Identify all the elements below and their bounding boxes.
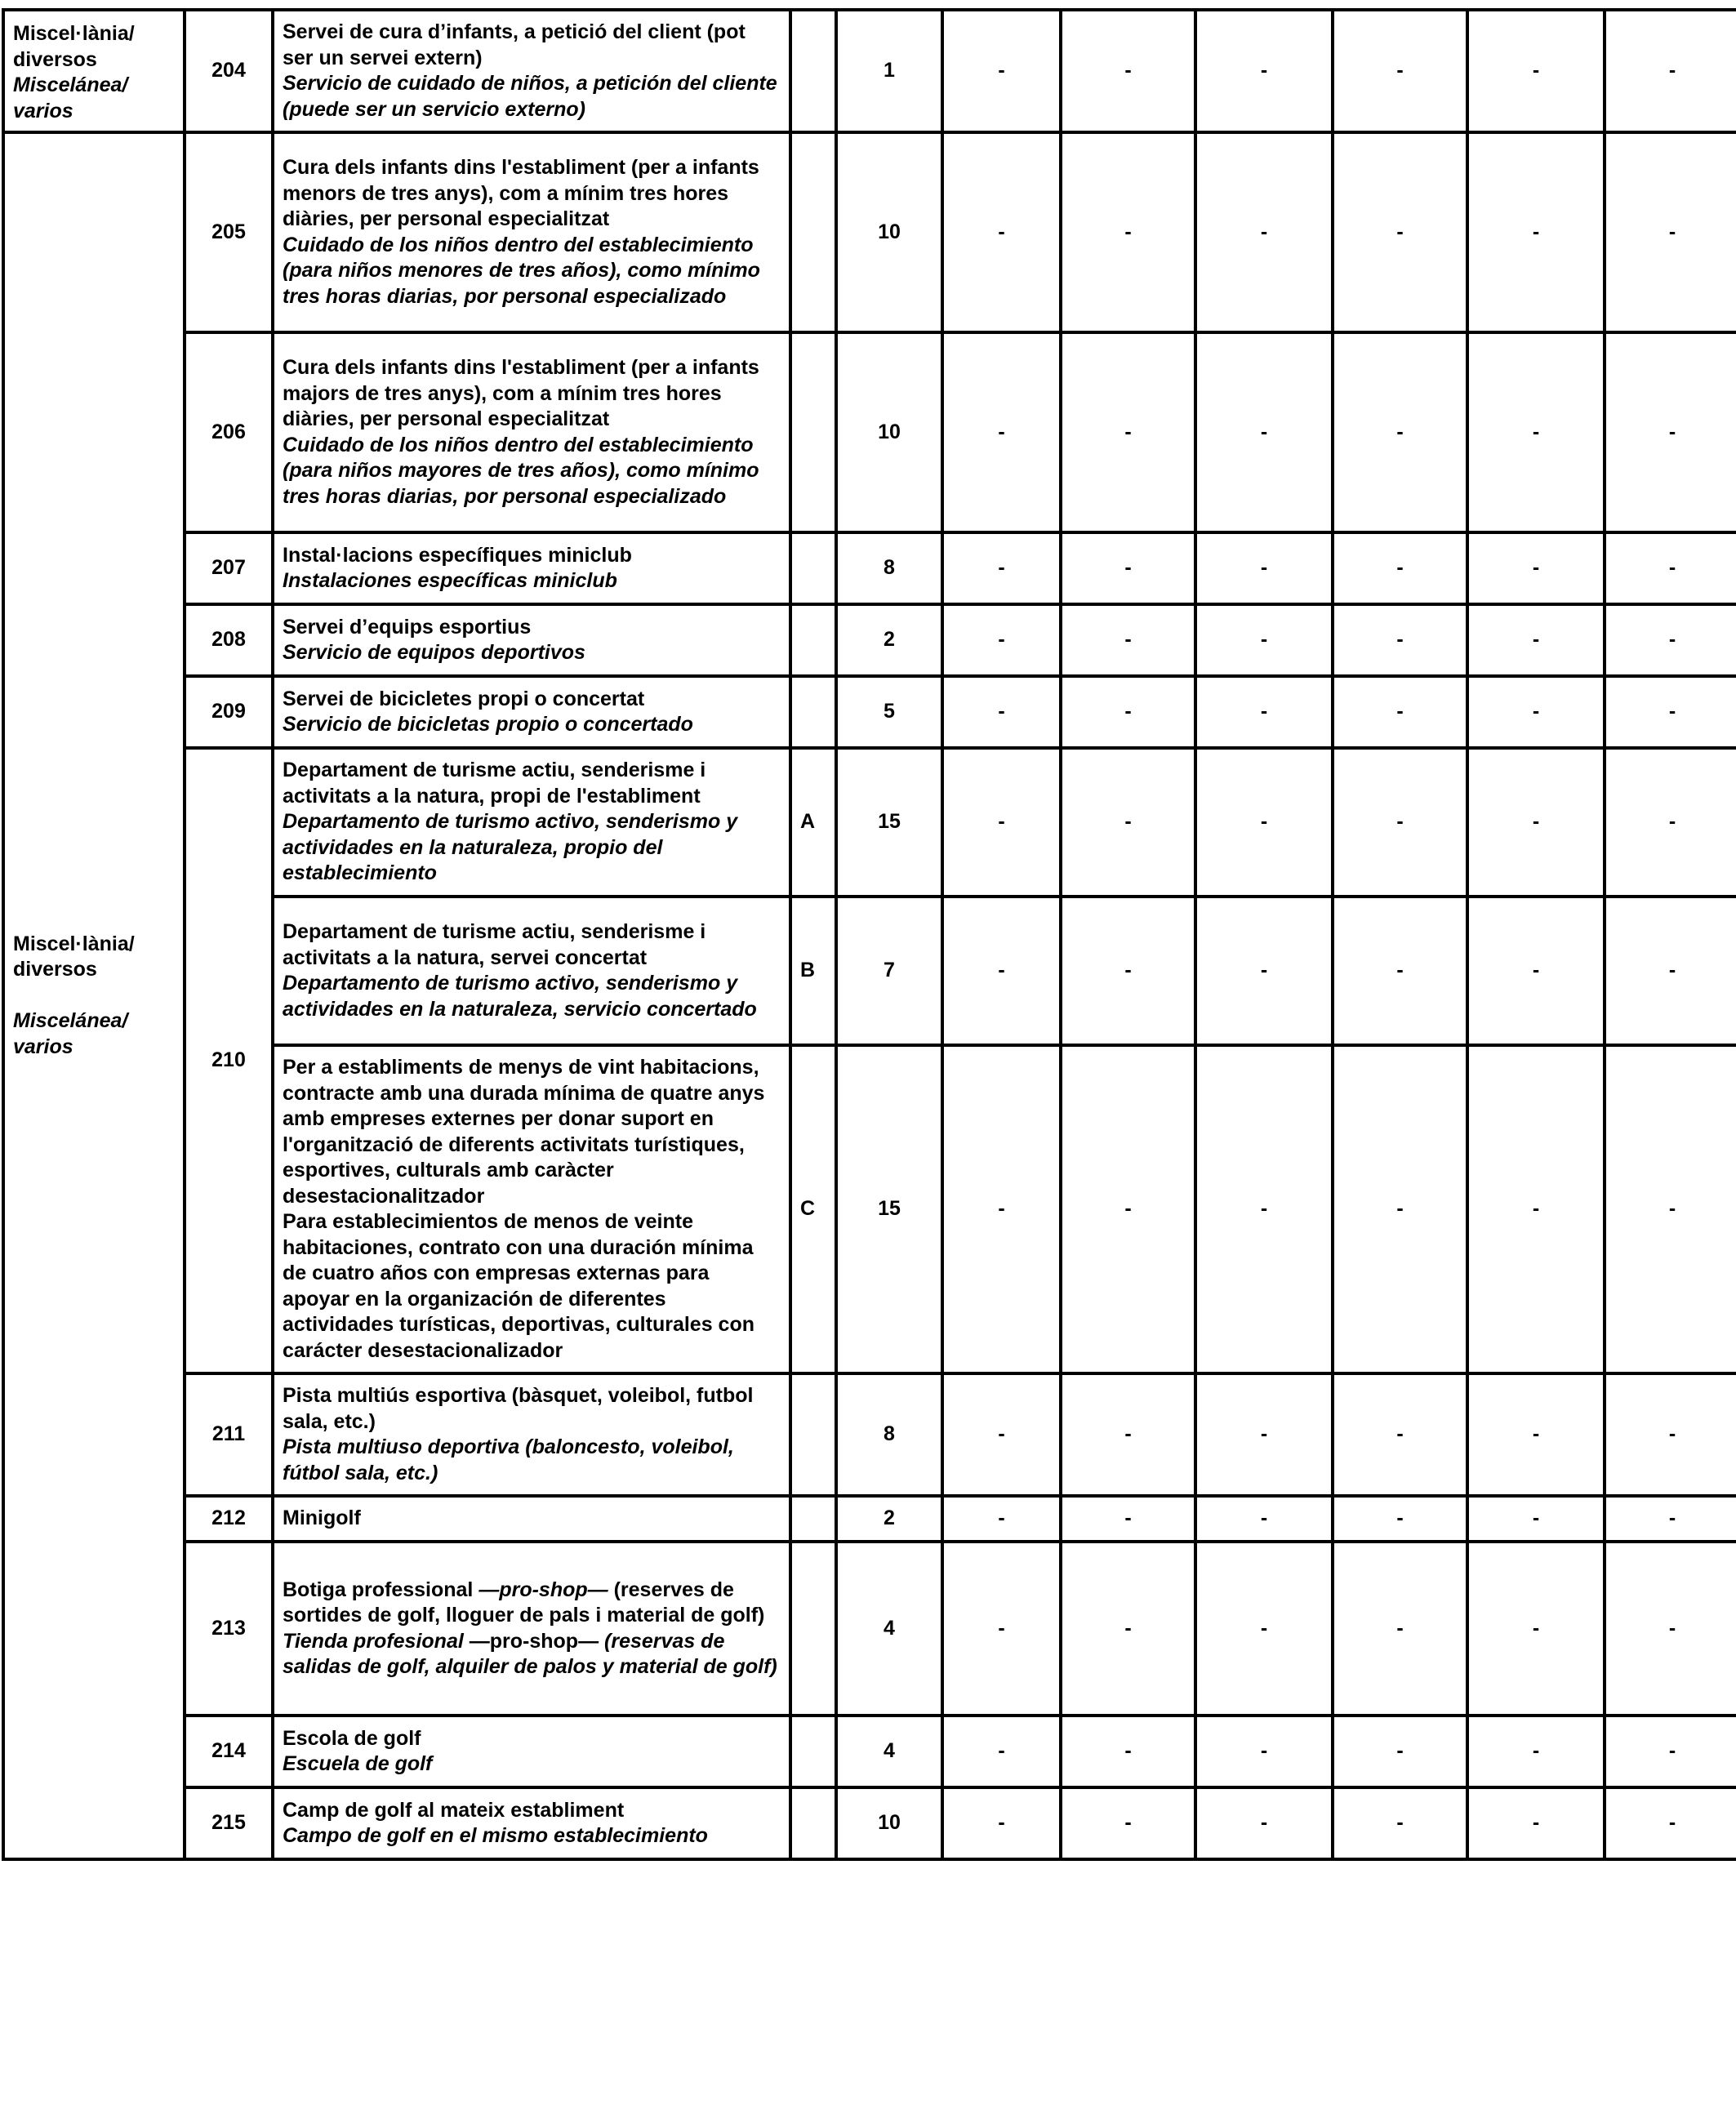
dash-cell: - xyxy=(1195,532,1333,604)
dash-cell: - xyxy=(1333,532,1467,604)
points-value: 10 xyxy=(836,132,942,332)
item-description xyxy=(273,1373,790,1496)
description-es: Departamento de turismo activo, senderismo y actividades en la naturaleza, servicio concertado xyxy=(283,972,757,1021)
category-cell xyxy=(3,10,185,132)
points-value: 2 xyxy=(836,1496,942,1542)
option-letter xyxy=(790,532,836,604)
dash-cell: - xyxy=(1195,1716,1333,1787)
dash-cell: - xyxy=(1467,604,1605,676)
description-es: Instalaciones específicas miniclub xyxy=(283,569,617,592)
dash-cell: - xyxy=(1605,132,1736,332)
dash-cell: - xyxy=(1195,897,1333,1045)
description-ca: Servei de cura d’infants, a petició del client (pot ser un servei extern) xyxy=(283,20,746,69)
dash-cell: - xyxy=(942,332,1061,532)
points-value: 8 xyxy=(836,532,942,604)
dash-cell: - xyxy=(1061,604,1195,676)
description-ca: Pista multiús esportiva (bàsquet, voleibol, futbol sala, etc.) xyxy=(283,1384,754,1433)
item-description xyxy=(273,532,790,604)
dash-cell: - xyxy=(1605,676,1736,748)
option-letter: B xyxy=(790,897,836,1045)
dash-cell: - xyxy=(1605,897,1736,1045)
item-description xyxy=(273,332,790,532)
dash-cell: - xyxy=(1605,1496,1736,1542)
dash-cell: - xyxy=(1061,897,1195,1045)
table-row xyxy=(3,748,1736,897)
dash-cell: - xyxy=(1333,332,1467,532)
description-es: Servicio de equipos deportivos xyxy=(283,641,585,664)
dash-cell: - xyxy=(1333,10,1467,132)
item-description xyxy=(273,1716,790,1787)
dash-cell: - xyxy=(1467,10,1605,132)
dash-cell: - xyxy=(1467,1716,1605,1787)
description-ca: Servei de bicicletes propi o concertat xyxy=(283,687,645,710)
dash-cell: - xyxy=(942,897,1061,1045)
description-es: Para establecimientos de menos de veinte habitaciones, contrato con una duración mínima de cuatro años con empresas externas para apoyar en la organización de diferentes actividades turísticas, deportivas, culturales con carácter desestacionalizador xyxy=(283,1210,754,1362)
description-ca: Minigolf xyxy=(283,1507,361,1530)
dash-cell: - xyxy=(1467,1787,1605,1859)
option-letter xyxy=(790,1787,836,1859)
table-row xyxy=(3,604,1736,676)
item-description xyxy=(273,897,790,1045)
points-value: 4 xyxy=(836,1716,942,1787)
item-code: 213 xyxy=(185,1542,273,1716)
dash-cell: - xyxy=(1333,897,1467,1045)
item-code: 206 xyxy=(185,332,273,532)
table-row xyxy=(3,332,1736,532)
dash-cell: - xyxy=(1333,676,1467,748)
table-row xyxy=(3,1542,1736,1716)
description-es: Departamento de turismo activo, senderismo y actividades en la naturaleza, propio del establecimiento xyxy=(283,810,738,885)
dash-cell: - xyxy=(1333,1496,1467,1542)
option-letter xyxy=(790,332,836,532)
dash-cell: - xyxy=(942,604,1061,676)
points-value: 10 xyxy=(836,332,942,532)
dash-cell: - xyxy=(1333,1373,1467,1496)
scoring-table xyxy=(2,8,1736,1861)
category-label-es: Miscelánea/ varios xyxy=(13,73,128,122)
table-row xyxy=(3,532,1736,604)
dash-cell: - xyxy=(1195,676,1333,748)
dash-cell: - xyxy=(1061,1045,1195,1373)
points-value: 15 xyxy=(836,748,942,897)
dash-cell: - xyxy=(1467,748,1605,897)
option-letter xyxy=(790,1716,836,1787)
option-letter: C xyxy=(790,1045,836,1373)
dash-cell: - xyxy=(1333,1716,1467,1787)
dash-cell: - xyxy=(1605,532,1736,604)
points-value: 10 xyxy=(836,1787,942,1859)
description-ca: Cura dels infants dins l'establiment (per a infants menors de tres anys), com a mínim tres hores diàries, per personal especialitzat xyxy=(283,156,759,230)
table-row xyxy=(3,1716,1736,1787)
item-code: 208 xyxy=(185,604,273,676)
table-row xyxy=(3,1496,1736,1542)
dash-cell: - xyxy=(1333,604,1467,676)
dash-cell: - xyxy=(942,1787,1061,1859)
dash-cell: - xyxy=(1061,748,1195,897)
category-label-es: Miscelánea/ varios xyxy=(13,1009,128,1058)
points-value: 8 xyxy=(836,1373,942,1496)
item-code: 209 xyxy=(185,676,273,748)
dash-cell: - xyxy=(1195,604,1333,676)
description-ca: Per a establiments de menys de vint habitacions, contracte amb una durada mínima de quatre anys amb empreses externes per donar suport en l'organització de diferents activitats turístiques, esportives, culturals amb caràcter desestacionalitzador xyxy=(283,1056,765,1208)
dash-cell: - xyxy=(1195,1496,1333,1542)
dash-cell: - xyxy=(1195,1045,1333,1373)
dash-cell: - xyxy=(1195,332,1333,532)
option-letter xyxy=(790,10,836,132)
description-ca: Departament de turisme actiu, senderisme i activitats a la natura, propi de l'establiment xyxy=(283,759,706,808)
item-code: 207 xyxy=(185,532,273,604)
category-label-ca: Miscel·lània/ diversos xyxy=(13,22,135,71)
table-row xyxy=(3,132,1736,332)
option-letter: A xyxy=(790,748,836,897)
points-value: 15 xyxy=(836,1045,942,1373)
dash-cell: - xyxy=(1467,132,1605,332)
description-ca: Instal·lacions específiques miniclub xyxy=(283,543,632,567)
dash-cell: - xyxy=(1061,1716,1195,1787)
table-row xyxy=(3,676,1736,748)
description-es: Pista multiuso deportiva (baloncesto, voleibol, fútbol sala, etc.) xyxy=(283,1435,734,1484)
dash-cell: - xyxy=(942,1496,1061,1542)
option-letter xyxy=(790,1542,836,1716)
dash-cell: - xyxy=(1467,1496,1605,1542)
description-ca: Botiga professional —pro-shop— (reserves de sortides de golf, lloguer de pals i material de golf) xyxy=(283,1578,765,1627)
dash-cell: - xyxy=(1467,1045,1605,1373)
dash-cell: - xyxy=(1061,1787,1195,1859)
dash-cell: - xyxy=(1195,1787,1333,1859)
item-code: 205 xyxy=(185,132,273,332)
dash-cell: - xyxy=(942,1716,1061,1787)
dash-cell: - xyxy=(1467,676,1605,748)
dash-cell: - xyxy=(1195,1373,1333,1496)
description-es: Tienda profesional —pro-shop— (reservas de salidas de golf, alquiler de palos y material de golf) xyxy=(283,1629,777,1678)
description-ca: Camp de golf al mateix establiment xyxy=(283,1798,625,1822)
item-description xyxy=(273,1045,790,1373)
dash-cell: - xyxy=(942,10,1061,132)
description-es: Servicio de cuidado de niños, a petición del cliente (puede ser un servicio externo) xyxy=(283,72,777,121)
description-ca: Escola de golf xyxy=(283,1726,421,1750)
dash-cell: - xyxy=(1467,1373,1605,1496)
item-code: 211 xyxy=(185,1373,273,1496)
item-description xyxy=(273,604,790,676)
dash-cell: - xyxy=(1605,1787,1736,1859)
item-description xyxy=(273,676,790,748)
points-value: 1 xyxy=(836,10,942,132)
item-code: 210 xyxy=(185,748,273,1373)
points-value: 5 xyxy=(836,676,942,748)
table-row xyxy=(3,10,1736,132)
points-value: 4 xyxy=(836,1542,942,1716)
dash-cell: - xyxy=(1605,10,1736,132)
dash-cell: - xyxy=(942,1542,1061,1716)
dash-cell: - xyxy=(1195,132,1333,332)
dash-cell: - xyxy=(1061,10,1195,132)
dash-cell: - xyxy=(1061,532,1195,604)
option-letter xyxy=(790,132,836,332)
dash-cell: - xyxy=(942,676,1061,748)
description-ca: Departament de turisme actiu, senderisme i activitats a la natura, servei concertat xyxy=(283,920,706,969)
dash-cell: - xyxy=(1061,332,1195,532)
points-value: 2 xyxy=(836,604,942,676)
item-description xyxy=(273,1787,790,1859)
dash-cell: - xyxy=(942,1373,1061,1496)
dash-cell: - xyxy=(1605,748,1736,897)
dash-cell: - xyxy=(1061,1373,1195,1496)
dash-cell: - xyxy=(1467,532,1605,604)
option-letter xyxy=(790,604,836,676)
option-letter xyxy=(790,1496,836,1542)
dash-cell: - xyxy=(1195,748,1333,897)
table-row xyxy=(3,1373,1736,1496)
dash-cell: - xyxy=(1061,1542,1195,1716)
option-letter xyxy=(790,1373,836,1496)
item-code: 215 xyxy=(185,1787,273,1859)
table-row xyxy=(3,1787,1736,1859)
dash-cell: - xyxy=(1333,1045,1467,1373)
dash-cell: - xyxy=(1605,604,1736,676)
description-es: Cuidado de los niños dentro del establecimiento (para niños menores de tres años), como mínimo tres horas diarias, por personal especializado xyxy=(283,233,760,308)
dash-cell: - xyxy=(1195,1542,1333,1716)
dash-cell: - xyxy=(942,748,1061,897)
option-letter xyxy=(790,676,836,748)
dash-cell: - xyxy=(1605,1373,1736,1496)
item-code: 214 xyxy=(185,1716,273,1787)
dash-cell: - xyxy=(1195,10,1333,132)
dash-cell: - xyxy=(1605,332,1736,532)
dash-cell: - xyxy=(1605,1045,1736,1373)
dash-cell: - xyxy=(1605,1542,1736,1716)
description-es: Campo de golf en el mismo establecimiento xyxy=(283,1824,708,1847)
description-ca: Servei d’equips esportius xyxy=(283,615,532,639)
dash-cell: - xyxy=(942,1045,1061,1373)
description-ca: Cura dels infants dins l'establiment (per a infants majors de tres anys), com a mínim tres hores diàries, per personal especialitzat xyxy=(283,356,759,430)
item-code: 204 xyxy=(185,10,273,132)
item-code: 212 xyxy=(185,1496,273,1542)
description-es: Escuela de golf xyxy=(283,1752,433,1775)
item-description xyxy=(273,132,790,332)
description-es: Servicio de bicicletas propio o concertado xyxy=(283,713,693,736)
dash-cell: - xyxy=(1061,676,1195,748)
item-description xyxy=(273,1542,790,1716)
dash-cell: - xyxy=(1333,132,1467,332)
dash-cell: - xyxy=(1605,1716,1736,1787)
dash-cell: - xyxy=(1333,1787,1467,1859)
dash-cell: - xyxy=(942,132,1061,332)
dash-cell: - xyxy=(1467,897,1605,1045)
description-es: Cuidado de los niños dentro del establecimiento (para niños mayores de tres años), como mínimo tres horas diarias, por personal especializado xyxy=(283,433,759,508)
item-description xyxy=(273,748,790,897)
category-label-ca: Miscel·lània/ diversos xyxy=(13,932,135,981)
dash-cell: - xyxy=(1061,1496,1195,1542)
dash-cell: - xyxy=(1061,132,1195,332)
item-description xyxy=(273,1496,790,1542)
dash-cell: - xyxy=(1467,1542,1605,1716)
dash-cell: - xyxy=(1333,1542,1467,1716)
dash-cell: - xyxy=(1333,748,1467,897)
category-cell xyxy=(3,132,185,1859)
item-description xyxy=(273,10,790,132)
dash-cell: - xyxy=(1467,332,1605,532)
points-value: 7 xyxy=(836,897,942,1045)
dash-cell: - xyxy=(942,532,1061,604)
